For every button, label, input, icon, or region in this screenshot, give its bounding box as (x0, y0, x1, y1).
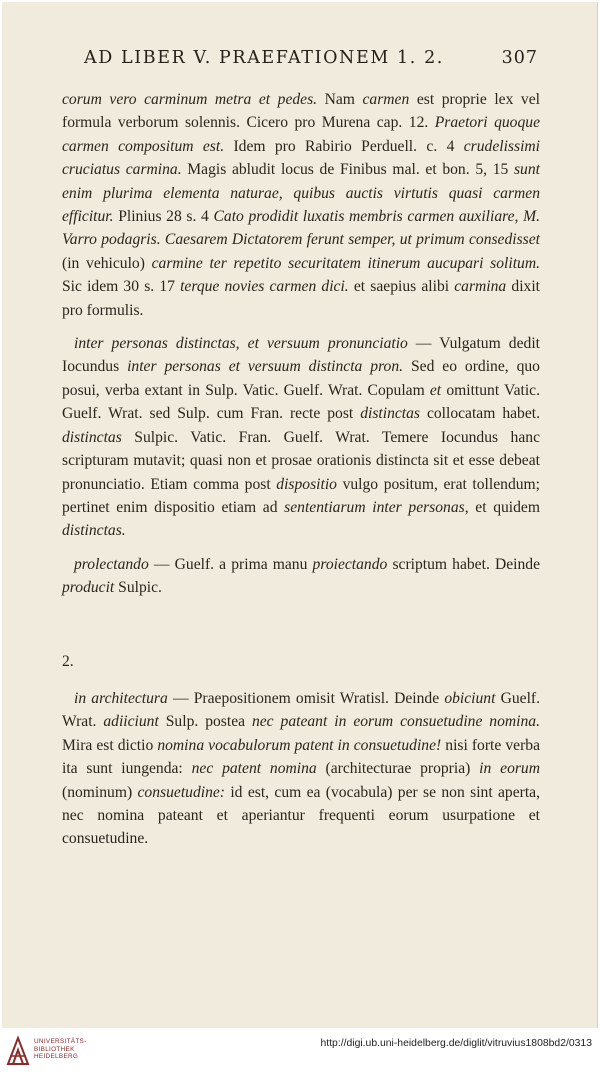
italic-phrase: in eorum (479, 760, 540, 778)
text-run: omittunt Vatic. Guelf. Wrat. sed Sulp. cum Fran. recte post (62, 381, 540, 423)
italic-phrase: proiectando (312, 555, 388, 573)
italic-phrase: crudelissimi cruciatus carmina. (62, 137, 540, 179)
text-run: scriptum habet. Deinde (387, 555, 541, 573)
italic-phrase: carmen (362, 91, 410, 108)
text-run: — Guelf. a prima manu (148, 555, 313, 573)
paragraph-prolectando (62, 553, 540, 600)
library-logo-icon (6, 1034, 30, 1066)
italic-phrase: carmina (454, 278, 507, 296)
italic-phrase: obiciunt (444, 689, 496, 707)
text-run: vulgo positum, erat tollendum; pertinet enim dispositio etiam ad (62, 475, 540, 516)
text-run: nisi forte verba ita sunt iungenda: (62, 736, 540, 778)
text-run: id est, cum ea (vocabula) per se non sint aperta, nec nomina pateant et aperiantur frequenti eorum usurpatione et consuetudine. (62, 783, 540, 848)
italic-phrase: consuetudine: (137, 783, 225, 801)
paragraph-carmen (62, 88, 540, 322)
italic-phrase: et (429, 381, 442, 399)
italic-phrase: in architectura (74, 689, 168, 707)
library-name-line: HEIDELBERG (34, 1053, 79, 1061)
paragraph-architectura (62, 687, 540, 851)
text-run: Mira est dictio (62, 736, 158, 754)
italic-phrase: sententiarum inter personas (284, 498, 465, 516)
italic-phrase: producit (62, 579, 115, 597)
page-number: 307 (501, 48, 538, 68)
italic-phrase: distinctas (360, 405, 420, 423)
text-run: et saepius alibi (348, 278, 455, 296)
text-run: , et quidem (464, 498, 540, 516)
text-run: Nam (317, 91, 363, 108)
library-name-line: UNIVERSITÄTS- (34, 1038, 87, 1045)
italic-phrase: sunt enim plurima elementa naturae, quibus auctis virtutis quasi carmen efficitur. (62, 161, 540, 226)
library-name (34, 1038, 87, 1061)
italic-phrase: terque novies carmen dici. (180, 278, 349, 296)
italic-phrase: distinctas. (62, 522, 126, 540)
paragraph-inter-personas (62, 332, 540, 543)
italic-phrase: nec patent nomina (191, 760, 317, 778)
italic-phrase: nec pateant in eorum consuetudine nomina. (251, 713, 540, 731)
library-name-line: BIBLIOTHEK (34, 1045, 75, 1053)
text-run: Magis abludit locus de Finibus mal. et bon. 5, 15 (181, 161, 514, 179)
text-run: Plinius 28 s. 4 (113, 208, 214, 226)
italic-phrase: distinctas (62, 428, 122, 446)
text-run: Sed eo ordine, quo posui, verba extant in Sulp. Vatic. Guelf. Wrat. Copulam (62, 358, 540, 399)
italic-phrase: Cato prodidit luxatis membris carmen auxiliare, M. Varro podagris. Caesarem Dictatorem ferunt semper, ut primum consedisset (62, 208, 540, 249)
italic-phrase: corum vero carminum metra et pedes. (62, 91, 318, 108)
italic-phrase: adiiciunt (103, 713, 159, 731)
italic-phrase: prolectando (74, 555, 149, 573)
text-run: (in vehiculo) (62, 254, 152, 272)
italic-phrase: dispositio (276, 475, 337, 493)
text-run: Sulpic. (114, 579, 162, 597)
italic-phrase: inter personas distinctas, et versuum pronunciatio (74, 335, 408, 353)
italic-phrase: inter personas et versuum distincta pron. (127, 358, 404, 376)
footer-bar (0, 1030, 600, 1072)
text-run: Idem pro Rabirio Perduell. c. 4 (224, 137, 464, 155)
text-run: Guelf. Wrat. (62, 689, 540, 731)
text-run: — Vulgatum dedit Iocundus (62, 335, 540, 376)
italic-phrase: Praetori quoque carmen compositum est. (62, 114, 540, 155)
running-head (2, 48, 598, 72)
text-run: — Praepositionem omisit Wratisl. Deinde (167, 689, 445, 707)
text-run: dixit pro formulis. (62, 278, 540, 319)
italic-phrase: nomina vocabulorum patent in consuetudine! (157, 736, 442, 754)
text-run: Sulpic. Vatic. Fran. Guelf. Wrat. Temere Iocundus hanc scripturam mutavit; quasi non et prosae orationis distincta sit et esse debeat pronunciatio. Etiam comma post (62, 428, 540, 493)
source-url-link[interactable]: http://digi.ub.uni-heidelberg.de/diglit/vitruvius1808bd2/0313 (320, 1038, 592, 1049)
running-head-title: AD LIBER V. PRAEFATIONEM 1. 2. (84, 48, 444, 68)
text-run: (nominum) (62, 783, 138, 801)
italic-phrase: carmine ter repetito securitatem itinerum aucupari solitum. (151, 254, 540, 272)
text-run: Sic idem 30 s. 17 (62, 278, 181, 296)
section-number: 2. (62, 652, 74, 670)
book-page (2, 2, 598, 1028)
text-run: Sulp. postea (158, 713, 252, 731)
commentary-text (62, 88, 540, 851)
text-run: est proprie lex vel formula verborum solennis. Cicero pro Murena cap. 12. (62, 91, 540, 132)
text-run: collocatam habet. (419, 405, 540, 423)
text-run: (architecturae propria) (316, 760, 480, 778)
